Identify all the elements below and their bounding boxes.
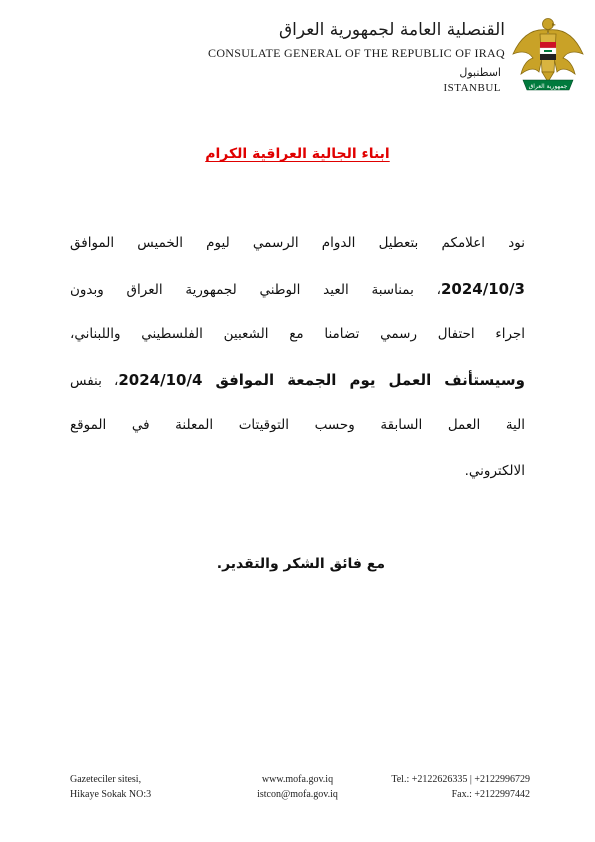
address-line-1: Gazeteciler sitesi, — [70, 774, 142, 785]
closing-remark: مع فائق الشكر والتقدير. — [216, 556, 385, 572]
eagle-emblem-icon — [509, 10, 587, 98]
letter-heading — [0, 146, 595, 162]
consulate-name-english: CONSULATE GENERAL OF THE REPUBLIC OF IRAQ — [208, 46, 505, 60]
consulate-name-arabic: القنصلية العامة لجمهورية العراق — [278, 20, 505, 40]
footer — [0, 772, 595, 812]
letterhead — [0, 0, 595, 110]
closure-date: 2024/10/3 — [440, 279, 525, 298]
body-line-2-text: ، بمناسبة العيد الوطني لجمهورية العراق وبدون — [70, 281, 441, 298]
emblem-banner-text: جمهورية العراق — [528, 83, 568, 90]
footer-contacts — [391, 772, 530, 802]
address-line-2: Hikaye Sokak NO:3 — [70, 789, 152, 800]
telephone-numbers: Tel.: +2122626335 | +2122996729 — [391, 774, 530, 785]
city-english: ISTANBUL — [443, 82, 501, 94]
body-line-1: نود اعلامكم بتعطيل الدوام الرسمي ليوم الخميس الموافق — [70, 235, 525, 251]
letter-body — [70, 232, 525, 505]
email-link[interactable]: istcon@mofa.gov.iq — [257, 789, 338, 800]
body-line-5: الية العمل السابقة وحسب التوقيتات المعلنة في الموقع — [70, 417, 525, 433]
body-line-3: اجراء احتفال رسمي تضامنا مع الشعبين الفلسطيني واللبناني، — [70, 326, 525, 342]
resume-work-text: وسيستأنف العمل يوم الجمعة الموافق 2024/10/4 — [118, 370, 525, 389]
fax-number: Fax.: +2122997442 — [451, 789, 530, 800]
heading-text: ابناء الجالية العراقية الكرام — [205, 146, 390, 162]
website-link[interactable]: www.mofa.gov.iq — [261, 774, 334, 785]
body-line-2 — [70, 278, 525, 324]
body-line-4-text: ، بنفس — [70, 372, 119, 389]
body-line-6: الالكتروني. — [464, 462, 525, 479]
city-arabic: اسطنبول — [459, 66, 501, 79]
body-line-4 — [70, 369, 525, 415]
